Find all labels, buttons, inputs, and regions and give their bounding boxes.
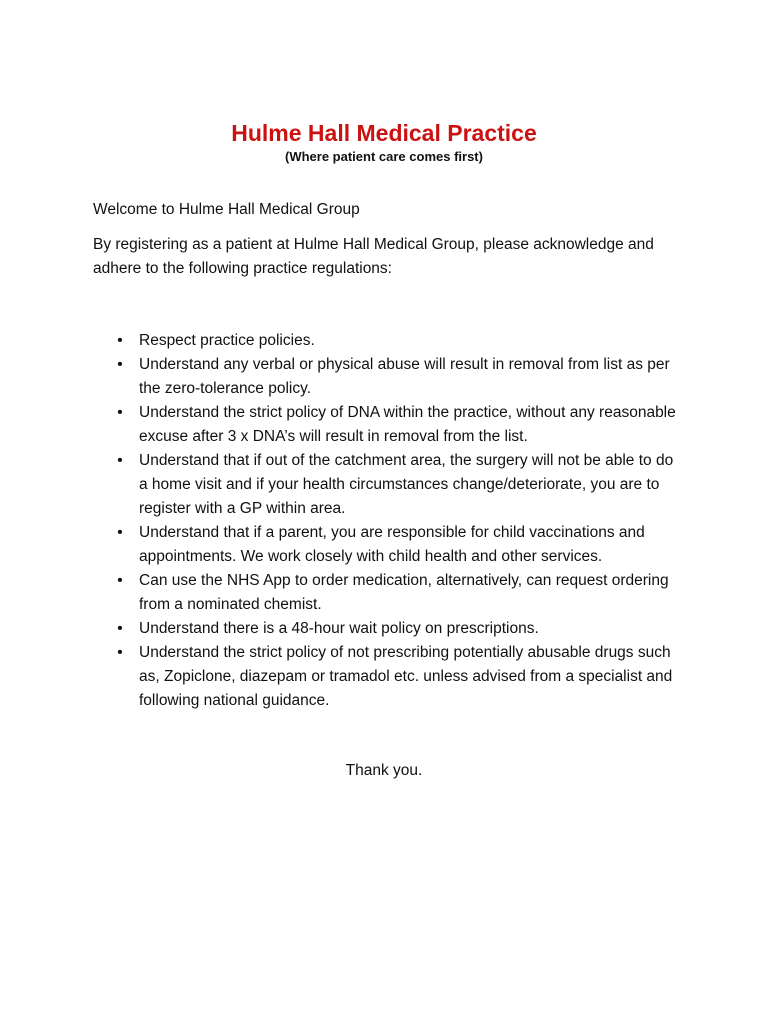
list-item	[93, 353, 693, 401]
bullet-icon: •	[117, 620, 123, 637]
bullet-icon: •	[117, 404, 123, 421]
regulation-text: Understand there is a 48-hour wait policy on prescriptions.	[139, 620, 539, 637]
list-item	[93, 449, 693, 521]
page-title: Hulme Hall Medical Practice	[231, 120, 537, 146]
bullet-icon: •	[117, 524, 123, 541]
regulation-text: Understand that if a parent, you are responsible for child vaccinations and appointments. We work closely with child health and other services.	[139, 524, 645, 565]
list-item	[93, 641, 693, 713]
regulation-text: Understand the strict policy of not prescribing potentially abusable drugs such as, Zopiclone, diazepam or tramadol etc. unless advised from a specialist and following national guidance.	[139, 644, 673, 709]
closing-text: Thank you.	[345, 762, 423, 779]
regulation-text: Understand that if out of the catchment area, the surgery will not be able to do a home visit and if your health circumstances change/deteriorate, you are to register with a GP within area.	[139, 452, 674, 517]
bullet-icon: •	[117, 572, 123, 589]
list-item	[93, 521, 693, 569]
bullet-icon: •	[117, 332, 123, 349]
list-item	[93, 329, 693, 353]
list-item	[93, 401, 693, 449]
list-item	[93, 569, 693, 617]
intro-paragraph: By registering as a patient at Hulme Hall Medical Group, please acknowledge and adhere to the following practice regulations:	[93, 236, 654, 277]
regulations-list	[93, 329, 693, 713]
regulation-text: Can use the NHS App to order medication, alternatively, can request ordering from a nominated chemist.	[139, 572, 669, 613]
bullet-icon: •	[117, 452, 123, 469]
welcome-paragraph: Welcome to Hulme Hall Medical Group	[93, 201, 360, 218]
bullet-icon: •	[117, 644, 123, 661]
list-item	[93, 617, 693, 641]
regulation-text: Understand any verbal or physical abuse will result in removal from list as per the zero-tolerance policy.	[139, 356, 670, 397]
regulation-text: Respect practice policies.	[139, 332, 315, 349]
bullet-icon: •	[117, 356, 123, 373]
page-subtitle: (Where patient care comes first)	[285, 149, 483, 164]
regulation-text: Understand the strict policy of DNA within the practice, without any reasonable excuse after 3 x DNA’s will result in removal from the list.	[139, 404, 676, 445]
